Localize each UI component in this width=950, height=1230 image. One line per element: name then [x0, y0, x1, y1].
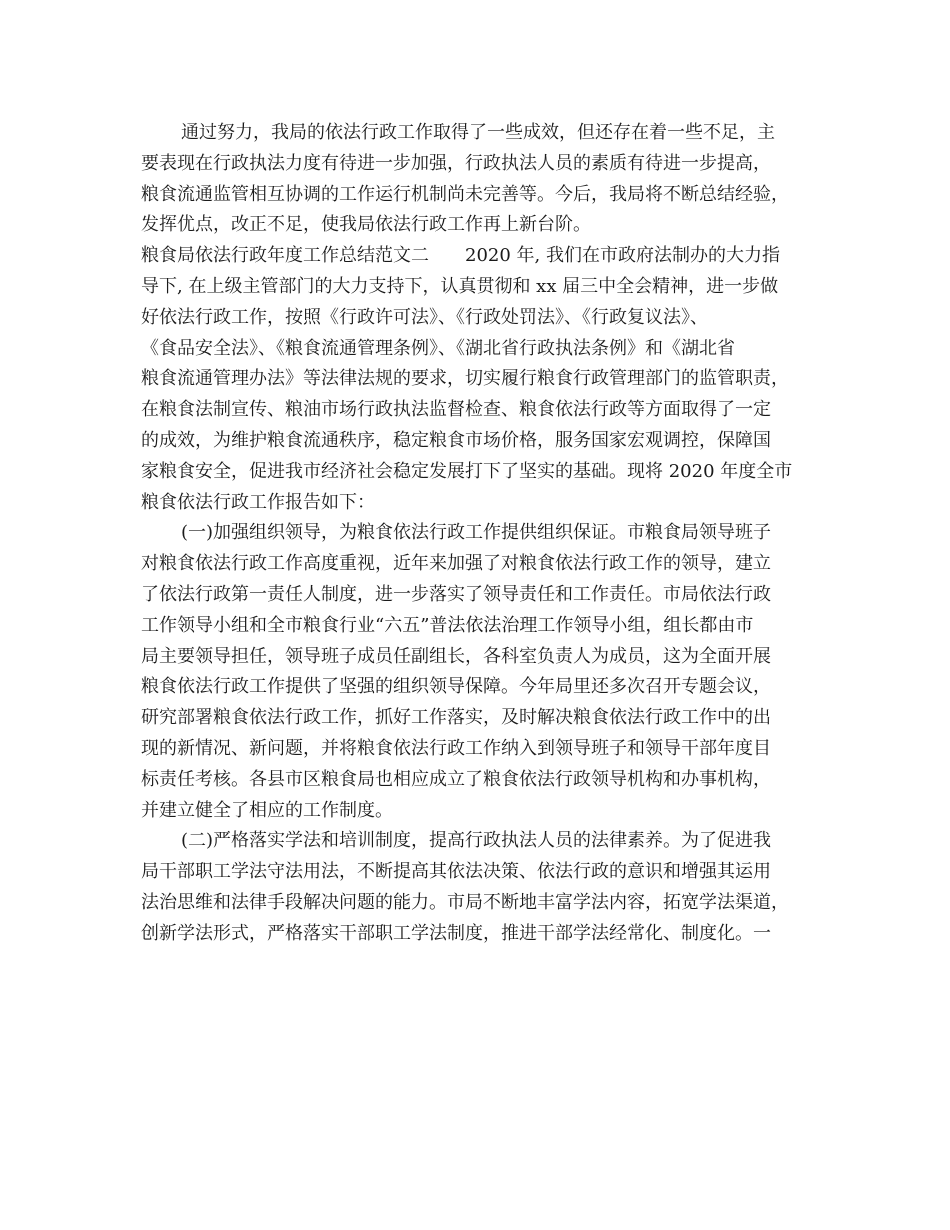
text-line: 局干部职工学法守法用法，不断提高其依法决策、依法行政的意识和增强其运用: [141, 861, 771, 883]
text-line: 标责任考核。各县市区粮食局也相应成立了粮食依法行政领导机构和办事机构，: [141, 768, 771, 790]
text-line: 局主要领导担任，领导班子成员任副组长，各科室负责人为成员，这为全面开展: [141, 645, 771, 667]
text-line: 粮食局依法行政年度工作总结范文二 2020 年, 我们在市政府法制办的大力指: [141, 245, 780, 267]
text-line: (二)严格落实学法和培训制度，提高行政执法人员的法律素养。为了促进我: [181, 830, 772, 852]
text-line: 法治思维和法律手段解决问题的能力。市局不断地丰富学法内容，拓宽学法渠道，: [141, 891, 789, 913]
text-line: 家粮食安全，促进我市经济社会稳定发展打下了坚实的基础。现将 2020 年度全市: [141, 460, 793, 482]
text-line: 通过努力，我局的依法行政工作取得了一些成效，但还存在着一些不足，主: [181, 122, 775, 143]
text-line: 并建立健全了相应的工作制度。: [141, 799, 393, 821]
text-line: 研究部署粮食依法行政工作，抓好工作落实，及时解决粮食依法行政工作中的出: [141, 707, 771, 729]
text-line: 了依法行政第一责任人制度，进一步落实了领导责任和工作责任。市局依法行政: [141, 583, 771, 605]
text-line: 在粮食法制宣传、粮油市场行政执法监督检查、粮食依法行政等方面取得了一定: [141, 399, 771, 421]
text-line: 的成效，为维护粮食流通秩序，稳定粮食市场价格，服务国家宏观调控，保障国: [141, 429, 771, 451]
paragraph-4: [141, 826, 809, 949]
text-line: 《食品安全法》、《粮食流通管理条例》、《湖北省行政执法条例》和《湖北省: [141, 337, 735, 359]
text-line: 粮食依法行政工作报告如下：: [141, 491, 375, 513]
text-line: 粮食流通管理办法》等法律法规的要求，切实履行粮食行政管理部门的监管职责，: [141, 368, 789, 390]
text-line: (一)加强组织领导，为粮食依法行政工作提供组织保证。市粮食局领导班子: [181, 522, 772, 544]
text-line: 现的新情况、新问题，并将粮食依法行政工作纳入到领导班子和领导干部年度目: [141, 737, 771, 759]
text-line: 工作领导小组和全市粮食行业“六五”普法依法治理工作领导小组，组长都由市: [141, 614, 754, 636]
text-line: 创新学法形式，严格落实干部职工学法制度，推进干部学法经常化、制度化。一: [141, 922, 771, 944]
document-body: [141, 118, 809, 950]
text-line: 导下, 在上级主管部门的大力支持下，认真贯彻和 xx 届三中全会精神，进一步做: [141, 275, 779, 297]
text-line: 发挥优点，改正不足，使我局依法行政工作再上新台阶。: [141, 214, 591, 236]
paragraph-1: [141, 118, 809, 241]
paragraph-2: [141, 241, 809, 518]
text-line: 粮食依法行政工作提供了坚强的组织领导保障。今年局里还多次召开专题会议，: [141, 676, 771, 698]
text-line: 粮食流通监管相互协调的工作运行机制尚未完善等。今后，我局将不断总结经验，: [141, 183, 789, 205]
text-line: 要表现在行政执法力度有待进一步加强，行政执法人员的素质有待进一步提高，: [141, 152, 771, 174]
text-line: 好依法行政工作，按照《行政许可法》、《行政处罚法》、《行政复议法》、: [141, 306, 708, 328]
paragraph-3: [141, 518, 809, 826]
text-line: 对粮食依法行政工作高度重视，近年来加强了对粮食依法行政工作的领导，建立: [141, 553, 771, 575]
